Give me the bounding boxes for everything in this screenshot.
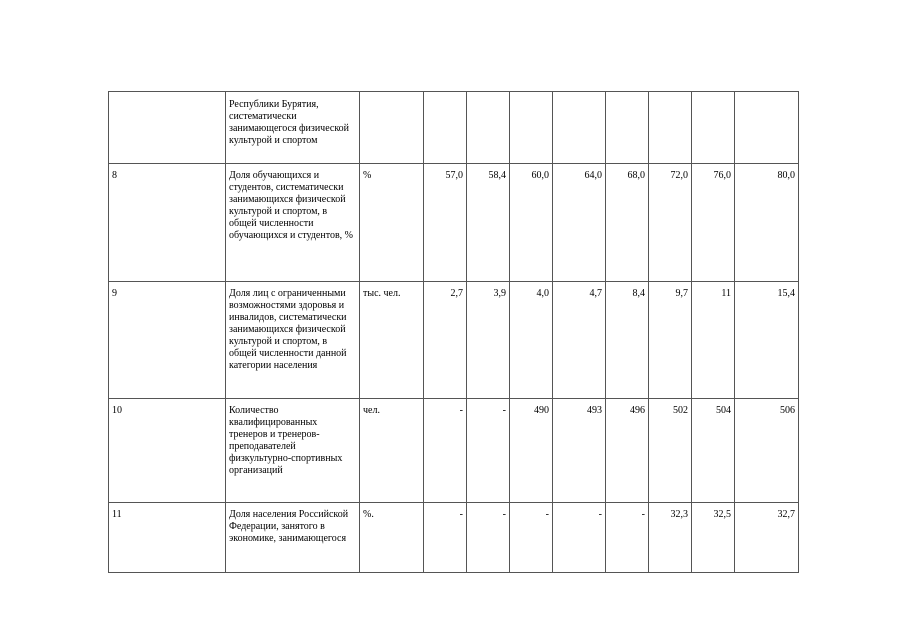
indicators-table	[108, 91, 799, 573]
row-number-cell: 9	[109, 282, 226, 399]
value-cell: 4,7	[553, 282, 606, 399]
value-cell: 64,0	[553, 164, 606, 282]
value-cell: 76,0	[692, 164, 735, 282]
value-cell: 490	[510, 399, 553, 503]
value-cell	[735, 92, 799, 164]
value-cell: 11	[692, 282, 735, 399]
indicator-name-cell: Республики Бурятия, систематически занимающегося физической культурой и спортом	[226, 92, 360, 164]
value-cell	[692, 92, 735, 164]
value-cell: 32,7	[735, 503, 799, 573]
value-cell: 8,4	[606, 282, 649, 399]
value-cell: -	[424, 399, 467, 503]
value-cell: 15,4	[735, 282, 799, 399]
table-row	[109, 503, 799, 573]
value-cell: 496	[606, 399, 649, 503]
value-cell: 32,5	[692, 503, 735, 573]
value-cell: -	[606, 503, 649, 573]
value-cell: 493	[553, 399, 606, 503]
unit-cell	[360, 92, 424, 164]
value-cell: 3,9	[467, 282, 510, 399]
value-cell	[606, 92, 649, 164]
unit-cell: %	[360, 164, 424, 282]
value-cell: 504	[692, 399, 735, 503]
value-cell	[553, 92, 606, 164]
unit-cell: чел.	[360, 399, 424, 503]
row-number-cell: 11	[109, 503, 226, 573]
value-cell: 60,0	[510, 164, 553, 282]
value-cell: -	[467, 399, 510, 503]
value-cell: 58,4	[467, 164, 510, 282]
value-cell: 9,7	[649, 282, 692, 399]
row-number-cell: 10	[109, 399, 226, 503]
value-cell: 57,0	[424, 164, 467, 282]
value-cell: -	[424, 503, 467, 573]
table-row	[109, 164, 799, 282]
table-row	[109, 92, 799, 164]
indicator-name-cell: Доля лиц с ограниченными возможностями здоровья и инвалидов, систематически занимающихся физической культурой и спортом, в общей численности данной категории населения	[226, 282, 360, 399]
indicator-name-cell: Количество квалифицированных тренеров и тренеров-преподавателей физкультурно-спортивных организаций	[226, 399, 360, 503]
unit-cell: тыс. чел.	[360, 282, 424, 399]
value-cell	[510, 92, 553, 164]
value-cell: -	[510, 503, 553, 573]
table-row	[109, 399, 799, 503]
value-cell: 2,7	[424, 282, 467, 399]
unit-cell: %.	[360, 503, 424, 573]
value-cell: 4,0	[510, 282, 553, 399]
table-body	[109, 92, 799, 573]
value-cell: 32,3	[649, 503, 692, 573]
row-number-cell	[109, 92, 226, 164]
table-row	[109, 282, 799, 399]
value-cell: 506	[735, 399, 799, 503]
value-cell: -	[467, 503, 510, 573]
value-cell: 68,0	[606, 164, 649, 282]
value-cell: 80,0	[735, 164, 799, 282]
indicator-name-cell: Доля обучающихся и студентов, систематически занимающихся физической культурой и спортом, в общей численности обучающихся и студентов, %	[226, 164, 360, 282]
value-cell: 502	[649, 399, 692, 503]
value-cell	[649, 92, 692, 164]
value-cell: 72,0	[649, 164, 692, 282]
row-number-cell: 8	[109, 164, 226, 282]
value-cell	[467, 92, 510, 164]
value-cell: -	[553, 503, 606, 573]
value-cell	[424, 92, 467, 164]
indicator-name-cell: Доля населения Российской Федерации, занятого в экономике, занимающегося	[226, 503, 360, 573]
